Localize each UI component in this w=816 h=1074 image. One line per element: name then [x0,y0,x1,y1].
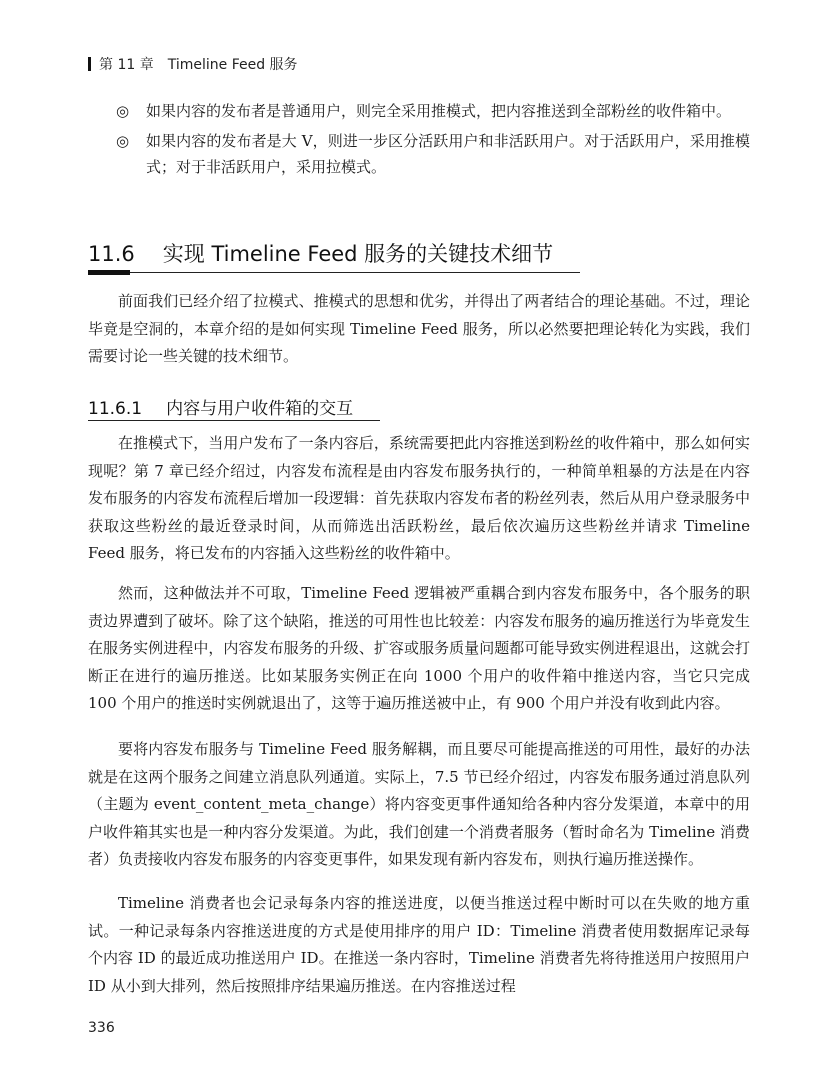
bullet-list [116,98,750,184]
bullet-circle-icon: ◎ [116,132,130,150]
subsection-heading [88,394,353,419]
page-number: 336 [88,1020,115,1036]
body-paragraph: 然而，这种做法并不可取，Timeline Feed 逻辑被严重耦合到内容发布服务中，各个服务的职责边界遭到了破坏。除了这个缺陷，推送的可用性也比较差：内容发布服务的遍历推送行为毕竟发生在服务实例进程中，内容发布服务的升级、扩容或服务质量问题都可能导致实例进程退出，这就会打断正在进行的遍历推送。比如某服务实例正在向 1000 个用户的收件箱中推送内容，当它只完成 100 个用户的推送时实例就退出了，这等于遍历推送被中止，有 900 个用户并没有收到此内容。 [88,584,750,712]
body-paragraph: 在推模式下，当用户发布了一条内容后，系统需要把此内容推送到粉丝的收件箱中，那么如何实现呢？第 7 章已经介绍过，内容发布流程是由内容发布服务执行的，一种简单粗暴的方法是在内容发布服务的内容发布流程后增加一段逻辑：首先获取内容发布者的粉丝列表，然后从用户登录服务中获取这些粉丝的最近登录时间，从而筛选出活跃粉丝，最后依次遍历这些粉丝并请求 Timeline Feed 服务，将已发布的内容插入这些粉丝的收件箱中。 [88,434,750,562]
bullet-text: 如果内容的发布者是大 V，则进一步区分活跃用户和非活跃用户。对于活跃用户，采用推模式；对于非活跃用户，采用拉模式。 [146,132,750,176]
body-paragraph: Timeline 消费者也会记录每条内容的推送进度，以便当推送过程中断时可以在失败的地方重试。一种记录每条内容推送进度的方式是使用排序的用户 ID：Timeline 消费者使用数据库记录每个内容 ID 的最近成功推送用户 ID。在推送一条内容时，Timeline 消费者先将待推送用户按照用户 ID 从小到大排列，然后按照排序结果遍历推送。在内容推送过程 [88,894,750,995]
section-underline [88,272,580,273]
header-bar-mark [88,57,91,71]
header-title: Timeline Feed 服务 [167,57,298,73]
header-chapter: 第 11 章 [99,57,154,73]
bullet-item [116,128,750,180]
subsection-underline [88,420,380,421]
bullet-item [116,98,750,124]
bullet-circle-icon: ◎ [116,102,130,120]
bullet-text: 如果内容的发布者是普通用户，则完全采用推模式，把内容推送到全部粉丝的收件箱中。 [146,102,732,120]
subsection-title: 内容与用户收件箱的交互 [166,399,354,419]
subsection-number: 11.6.1 [88,399,143,419]
section-paragraph: 前面我们已经介绍了拉模式、推模式的思想和优劣，并得出了两者结合的理论基础。不过，理论毕竟是空洞的，本章介绍的是如何实现 Timeline Feed 服务，所以必然要把理论转化为实践，我们需要讨论一些关键的技术细节。 [88,292,750,365]
running-header [88,54,298,74]
section-title: 实现 Timeline Feed 服务的关键技术细节 [162,242,554,266]
section-heading [88,238,588,268]
section-number: 11.6 [88,242,135,266]
section-underline-block [88,270,130,275]
body-paragraph: 要将内容发布服务与 Timeline Feed 服务解耦，而且要尽可能提高推送的可用性，最好的办法就是在这两个服务之间建立消息队列通道。实际上，7.5 节已经介绍过，内容发布服务通过消息队列（主题为 event_content_meta_change）将内容变更事件通知给各种内容分发渠道，本章中的用户收件箱其实也是一种内容分发渠道。为此，我们创建一个消费者服务（暂时命名为 Timeline 消费者）负责接收内容发布服务的内容变更事件，如果发现有新内容发布，则执行遍历推送操作。 [88,740,750,868]
